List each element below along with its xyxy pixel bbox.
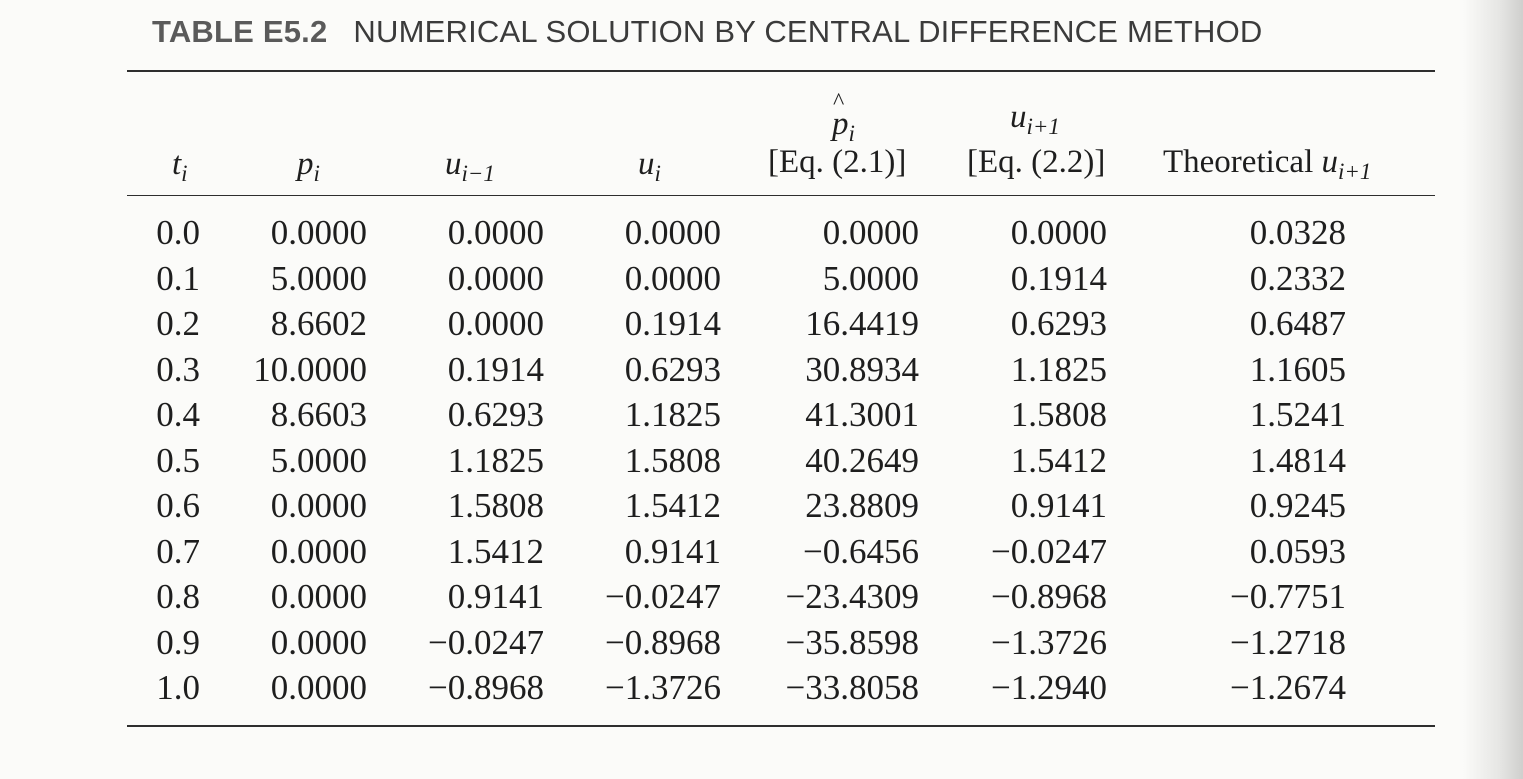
- cell-u: 0.0000: [624, 258, 721, 298]
- table-row: [0, 577, 1523, 623]
- cell-p-hat: 16.4419: [805, 304, 919, 343]
- header-p: $p_i$: [297, 146, 320, 186]
- cell-p: 10.0000: [253, 349, 367, 389]
- header-rule: [127, 195, 1435, 196]
- cell-u-prev: 1.5808: [447, 486, 544, 525]
- cell-p-hat: −33.8058: [785, 668, 919, 707]
- cell-t: 0.9: [156, 622, 200, 662]
- cell-u-next: 0.9141: [1010, 486, 1107, 525]
- cell-theoretical: −1.2718: [1230, 622, 1346, 662]
- header-t: $t_i$: [172, 146, 188, 186]
- top-rule: [127, 70, 1435, 72]
- cell-p-hat: 30.8934: [805, 349, 919, 389]
- table-body: [0, 213, 1523, 714]
- cell-t: 0.3: [156, 349, 200, 389]
- cell-u: 0.9141: [624, 531, 721, 571]
- cell-p: 8.6603: [270, 395, 367, 434]
- cell-u: 0.0000: [624, 213, 721, 252]
- header-p-hat-symbol: ^ $p_i$: [832, 108, 855, 141]
- cell-u: 1.5412: [624, 486, 721, 525]
- cell-p-hat: 5.0000: [822, 258, 919, 298]
- table-row: [0, 668, 1523, 714]
- cell-t: 1.0: [156, 668, 200, 707]
- cell-theoretical: 1.5241: [1249, 395, 1346, 434]
- cell-theoretical: 1.4814: [1249, 440, 1346, 480]
- cell-u-next: 0.6293: [1010, 304, 1107, 343]
- cell-t: 0.8: [156, 577, 200, 616]
- cell-t: 0.4: [156, 395, 200, 434]
- cell-t: 0.0: [156, 213, 200, 252]
- cell-p: 5.0000: [270, 440, 367, 480]
- cell-u-prev: −0.8968: [428, 668, 544, 707]
- cell-u: 1.5808: [624, 440, 721, 480]
- header-u-next-ref: [Eq. (2.2)]: [967, 144, 1106, 180]
- cell-theoretical: 0.9245: [1249, 486, 1346, 525]
- cell-u-next: 1.5412: [1010, 440, 1107, 480]
- cell-p-hat: 40.2649: [805, 440, 919, 480]
- cell-p: 0.0000: [270, 531, 367, 571]
- cell-p: 5.0000: [270, 258, 367, 298]
- cell-p-hat: 23.8809: [805, 486, 919, 525]
- cell-theoretical: 0.2332: [1249, 258, 1346, 298]
- cell-p: 0.0000: [270, 668, 367, 707]
- table-row: [0, 350, 1523, 396]
- cell-u: 0.6293: [624, 349, 721, 389]
- cell-p-hat: 41.3001: [805, 395, 919, 434]
- cell-p-hat: −35.8598: [785, 622, 919, 662]
- cell-u-next: −0.8968: [991, 577, 1107, 616]
- cell-u-prev: 0.1914: [447, 349, 544, 389]
- header-u: $u_i$: [638, 146, 661, 186]
- header-u-next-symbol: $u_{i+1}$: [1010, 99, 1060, 139]
- cell-p: 0.0000: [270, 622, 367, 662]
- table-number: TABLE E5.2: [152, 14, 328, 49]
- cell-theoretical: −0.7751: [1230, 577, 1346, 616]
- table-caption: [152, 14, 1263, 50]
- cell-u: 0.1914: [624, 304, 721, 343]
- cell-u-prev: −0.0247: [428, 622, 544, 662]
- header-p-hat-ref: [Eq. (2.1)]: [768, 144, 907, 180]
- table-row: [0, 486, 1523, 532]
- cell-theoretical: 1.1605: [1249, 349, 1346, 389]
- table-row: [0, 304, 1523, 350]
- cell-u-prev: 0.0000: [447, 213, 544, 252]
- table-row: [0, 441, 1523, 487]
- cell-u-next: −1.3726: [991, 622, 1107, 662]
- cell-u-next: 0.1914: [1010, 258, 1107, 298]
- cell-p-hat: −0.6456: [803, 531, 919, 571]
- bottom-rule: [127, 725, 1435, 727]
- header-u-prev: $u_{i-1}$: [445, 146, 495, 186]
- cell-p: 0.0000: [270, 577, 367, 616]
- cell-u-next: 1.5808: [1010, 395, 1107, 434]
- cell-theoretical: −1.2674: [1230, 668, 1346, 707]
- cell-p: 0.0000: [270, 486, 367, 525]
- cell-u: −1.3726: [605, 668, 721, 707]
- cell-p-hat: 0.0000: [822, 213, 919, 252]
- cell-u-prev: 0.0000: [447, 304, 544, 343]
- cell-u-next: 0.0000: [1010, 213, 1107, 252]
- cell-u-next: −0.0247: [991, 531, 1107, 571]
- cell-u: −0.8968: [605, 622, 721, 662]
- table-row: [0, 623, 1523, 669]
- table-row: [0, 259, 1523, 305]
- table-row: [0, 395, 1523, 441]
- cell-u: −0.0247: [605, 577, 721, 616]
- cell-u: 1.1825: [624, 395, 721, 434]
- cell-p: 0.0000: [270, 213, 367, 252]
- cell-p-hat: −23.4309: [785, 577, 919, 616]
- cell-t: 0.5: [156, 440, 200, 480]
- cell-u-prev: 0.0000: [447, 258, 544, 298]
- cell-u-prev: 1.5412: [447, 531, 544, 571]
- cell-t: 0.1: [156, 258, 200, 298]
- table-title: NUMERICAL SOLUTION BY CENTRAL DIFFERENCE METHOD: [353, 14, 1263, 49]
- table-row: [0, 532, 1523, 578]
- cell-p: 8.6602: [270, 304, 367, 343]
- cell-t: 0.6: [156, 486, 200, 525]
- cell-u-next: 1.1825: [1010, 349, 1107, 389]
- header-theoretical: Theoretical $u_{i+1}$: [1163, 144, 1372, 184]
- cell-u-prev: 0.9141: [447, 577, 544, 616]
- cell-t: 0.2: [156, 304, 200, 343]
- cell-u-next: −1.2940: [991, 668, 1107, 707]
- cell-u-prev: 0.6293: [447, 395, 544, 434]
- cell-u-prev: 1.1825: [447, 440, 544, 480]
- cell-theoretical: 0.0328: [1249, 213, 1346, 252]
- table-row: [0, 213, 1523, 259]
- cell-theoretical: 0.0593: [1249, 531, 1346, 571]
- cell-t: 0.7: [156, 531, 200, 571]
- cell-theoretical: 0.6487: [1249, 304, 1346, 343]
